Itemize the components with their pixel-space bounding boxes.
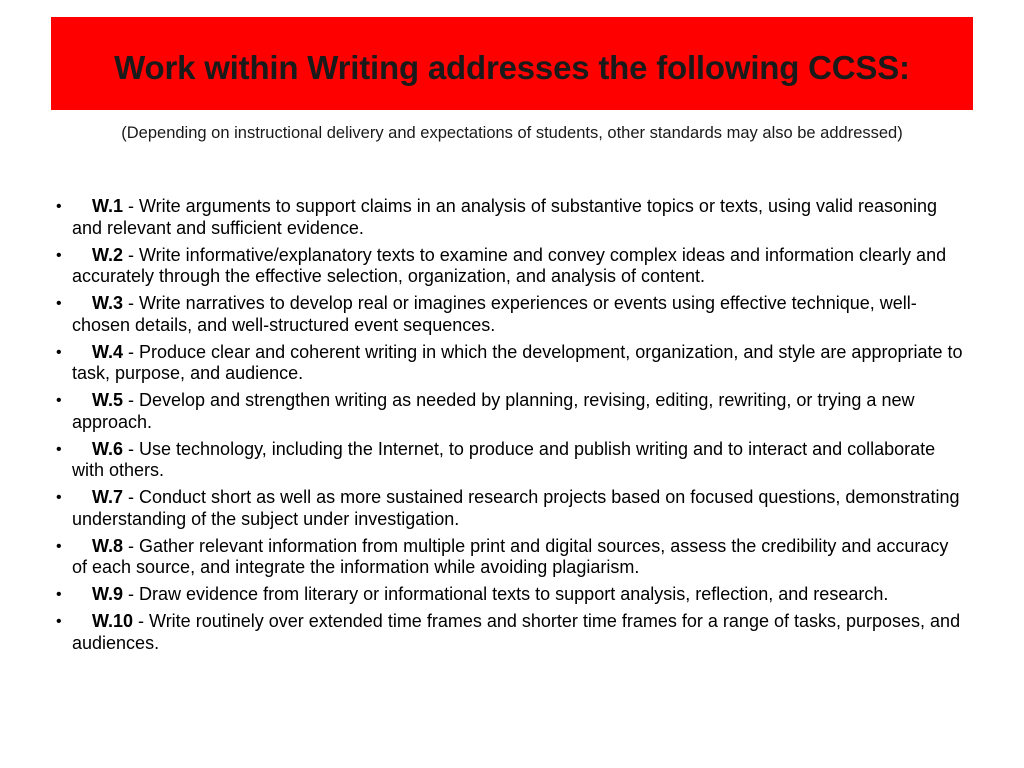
standard-item	[56, 342, 966, 385]
title-banner	[51, 17, 973, 110]
standard-item	[56, 390, 966, 433]
bullet-icon: •	[56, 489, 62, 506]
bullet-icon: •	[56, 295, 62, 312]
standard-code: W.4	[92, 341, 124, 362]
standard-item	[56, 439, 966, 482]
standard-item	[56, 487, 966, 530]
standard-code: W.8	[92, 535, 124, 556]
standard-item	[56, 196, 966, 239]
slide-subtitle: (Depending on instructional delivery and expectations of students, other standards may also be addressed)	[121, 124, 903, 142]
standard-text: - Write narratives to develop real or imagines experiences or events using effective technique, well-chosen details, and well-structured event sequences.	[72, 293, 917, 335]
standard-text: - Produce clear and coherent writing in which the development, organization, and style are appropriate to task, purpose, and audience.	[72, 341, 963, 383]
bullet-icon: •	[56, 246, 62, 264]
bullet-icon: •	[56, 392, 62, 409]
bullet-icon: •	[56, 586, 62, 603]
standard-code: W.2	[92, 244, 124, 265]
bullet-icon: •	[56, 198, 62, 215]
standard-item	[56, 536, 966, 579]
standard-item	[56, 245, 966, 288]
bullet-icon: •	[56, 440, 62, 458]
standard-text: - Conduct short as well as more sustained research projects based on focused questions, demonstrating understanding of the subject under investigation.	[72, 487, 960, 529]
standards-list	[56, 196, 966, 660]
bullet-icon: •	[56, 343, 62, 361]
standard-code: W.7	[92, 487, 124, 507]
standard-text: - Draw evidence from literary or informational texts to support analysis, reflection, and research.	[123, 584, 889, 604]
bullet-icon: •	[56, 537, 62, 555]
standard-code: W.10	[92, 611, 134, 631]
standard-code: W.1	[92, 196, 124, 216]
standard-text: - Gather relevant information from multiple print and digital sources, assess the credibility and accuracy of each source, and integrate the information while avoiding plagiarism.	[72, 535, 949, 577]
standard-text: - Develop and strengthen writing as needed by planning, revising, editing, rewriting, or trying a new approach.	[72, 390, 915, 432]
standard-item	[56, 584, 966, 606]
standard-item	[56, 293, 966, 336]
standard-code: W.5	[92, 390, 124, 410]
standard-text: - Write arguments to support claims in an analysis of substantive topics or texts, using valid reasoning and relevant and sufficient evidence.	[72, 196, 938, 238]
standard-text: - Use technology, including the Internet, to produce and publish writing and to interact and collaborate with others.	[72, 438, 936, 480]
standard-text: - Write informative/explanatory texts to examine and convey complex ideas and information clearly and accurately through the effective selection, organization, and analysis of content.	[72, 244, 947, 286]
slide-title: Work within Writing addresses the following CCSS:	[114, 48, 910, 86]
standard-item	[56, 611, 966, 654]
standard-text: - Write routinely over extended time frames and shorter time frames for a range of tasks, purposes, and audiences.	[72, 611, 961, 653]
standard-code: W.9	[92, 584, 124, 604]
standard-code: W.6	[92, 438, 124, 459]
standard-code: W.3	[92, 293, 124, 313]
bullet-icon: •	[56, 613, 62, 630]
